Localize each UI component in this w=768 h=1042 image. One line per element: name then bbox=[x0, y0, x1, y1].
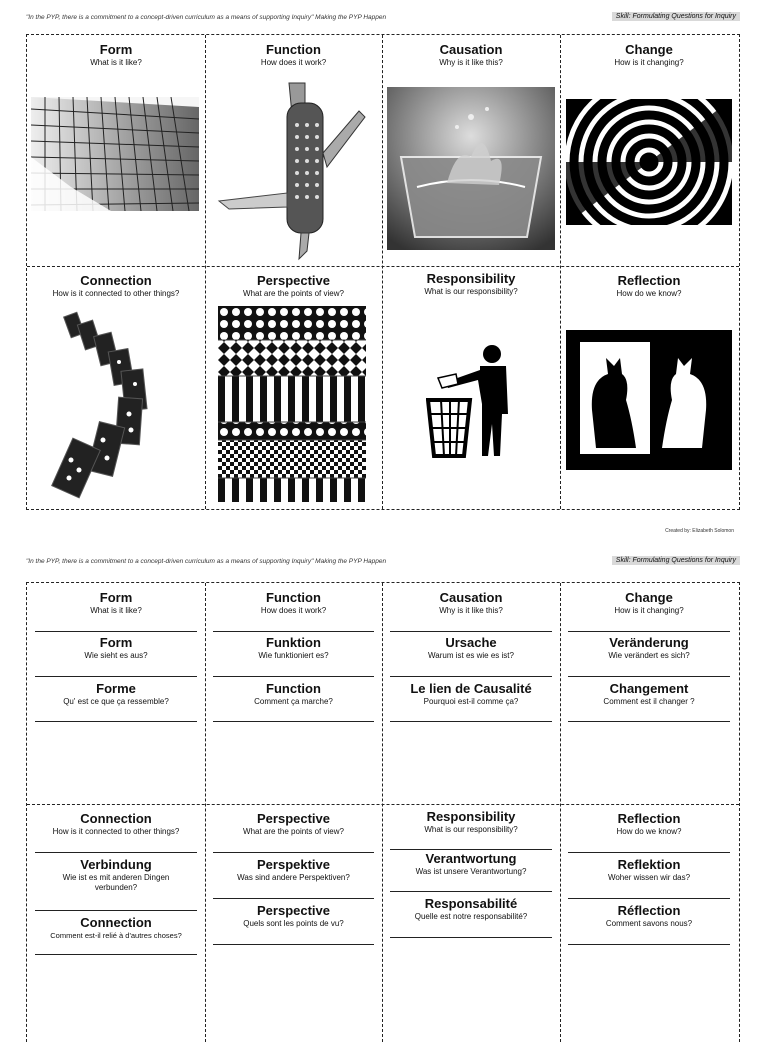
question-fr: Comment est il changer ? bbox=[603, 697, 695, 706]
question-de: Warum ist es wie es ist? bbox=[428, 651, 514, 660]
card-title: Change bbox=[625, 42, 673, 57]
card-title: Causation bbox=[439, 42, 503, 57]
question-fr: Comment savons nous? bbox=[605, 919, 693, 928]
spiral-image bbox=[566, 99, 732, 225]
question-fr: Pourquoi est-il comme ça? bbox=[423, 697, 519, 706]
card-question: What is our responsibility? bbox=[424, 287, 518, 296]
card-question: What are the points of view? bbox=[243, 289, 344, 298]
question-en: Why is it like this? bbox=[439, 606, 503, 615]
card-form bbox=[27, 35, 205, 266]
card-responsibility-multilingual bbox=[382, 804, 560, 1025]
card-title: Responsibility bbox=[426, 271, 516, 286]
header-skill: Skill: Formulating Questions for Inquiry bbox=[612, 556, 740, 565]
title-de: Verantwortung bbox=[425, 851, 517, 866]
title-de: Perspektive bbox=[257, 857, 330, 872]
title-de: Veränderung bbox=[609, 635, 689, 650]
card-title: Function bbox=[266, 42, 321, 57]
card-title: Reflection bbox=[617, 273, 681, 288]
card-question: How is it connected to other things? bbox=[52, 289, 180, 298]
card-change-multilingual bbox=[560, 583, 738, 804]
question-en: How is it changing? bbox=[614, 606, 684, 615]
sheet-2 bbox=[0, 548, 768, 1024]
question-fr: Qu' est ce que ça ressemble? bbox=[63, 697, 169, 706]
question-de: Wie sieht es aus? bbox=[84, 651, 148, 660]
title-fr: Function bbox=[266, 681, 321, 696]
title-en: Connection bbox=[80, 811, 152, 826]
title-en: Reflection bbox=[617, 811, 681, 826]
card-grid-2 bbox=[26, 582, 740, 1042]
card-grid-1 bbox=[26, 34, 740, 510]
card-title: Connection bbox=[80, 273, 152, 288]
question-de: Was ist unsere Verantwortung? bbox=[415, 867, 527, 876]
card-question: How is it changing? bbox=[614, 58, 684, 67]
question-fr: Quels sont les points de vu? bbox=[243, 919, 344, 928]
title-en: Responsibility bbox=[426, 809, 516, 824]
question-fr: Comment est-il relié à d'autres choses? bbox=[50, 931, 182, 940]
title-fr: Perspective bbox=[257, 903, 330, 918]
question-de: Woher wissen wir das? bbox=[607, 873, 691, 882]
title-fr: Changement bbox=[609, 681, 689, 696]
card-title: Form bbox=[99, 42, 133, 57]
card-form-multilingual bbox=[27, 583, 205, 804]
title-fr: Le lien de Causalité bbox=[410, 681, 532, 696]
question-en: How is it connected to other things? bbox=[52, 827, 180, 836]
question-en: What is our responsibility? bbox=[424, 825, 518, 834]
question-en: How do we know? bbox=[616, 827, 682, 836]
card-question: How do we know? bbox=[616, 289, 682, 298]
title-en: Form bbox=[99, 590, 133, 605]
card-function-multilingual bbox=[205, 583, 382, 804]
patterned-rolls-image bbox=[218, 306, 366, 502]
card-function bbox=[205, 35, 382, 266]
card-question: What is it like? bbox=[90, 58, 142, 67]
title-de: Verbindung bbox=[80, 857, 152, 872]
question-de: Was sind andere Perspektiven? bbox=[237, 873, 350, 882]
question-de: Wie verändert es sich? bbox=[608, 651, 690, 660]
credit-text: Created by: Elizabeth Solomon bbox=[665, 528, 734, 534]
card-connection bbox=[27, 266, 205, 509]
card-perspective bbox=[205, 266, 382, 509]
title-de: Form bbox=[99, 635, 133, 650]
dominoes-image bbox=[47, 310, 187, 500]
question-en: What are the points of view? bbox=[243, 827, 344, 836]
card-change bbox=[560, 35, 738, 266]
card-causation bbox=[382, 35, 560, 266]
cubes-image bbox=[31, 97, 199, 211]
question-fr: Comment ça marche? bbox=[254, 697, 333, 706]
question-fr: Quelle est notre responsabilité? bbox=[414, 912, 528, 921]
header-skill: Skill: Formulating Questions for Inquiry bbox=[612, 12, 740, 21]
card-title: Perspective bbox=[257, 273, 330, 288]
title-fr: Responsabilité bbox=[424, 896, 518, 911]
card-reflection bbox=[560, 266, 738, 509]
title-de: Funktion bbox=[266, 635, 321, 650]
cats-reflection-image bbox=[566, 330, 732, 470]
card-causation-multilingual bbox=[382, 583, 560, 804]
title-fr: Connection bbox=[80, 915, 152, 930]
title-fr: Réflection bbox=[617, 903, 681, 918]
litter-bin-icon bbox=[426, 344, 518, 462]
header-quote: "In the PYP, there is a commitment to a concept-driven curriculum as a means of supporting Inquiry" Making the PYP Happen bbox=[26, 14, 387, 21]
pocket-knife-image bbox=[209, 75, 379, 261]
title-de: Ursache bbox=[445, 635, 497, 650]
card-perspective-multilingual bbox=[205, 804, 382, 1025]
header-quote: "In the PYP, there is a commitment to a concept-driven curriculum as a means of supporting Inquiry" Making the PYP Happen bbox=[26, 558, 387, 565]
card-question: How does it work? bbox=[260, 58, 327, 67]
card-reflection-multilingual bbox=[560, 804, 738, 1025]
title-fr: Forme bbox=[96, 681, 136, 696]
title-de: Reflektion bbox=[617, 857, 681, 872]
title-en: Function bbox=[266, 590, 321, 605]
card-connection-multilingual bbox=[27, 804, 205, 1025]
question-de: Wie ist es mit anderen Dingen verbunden? bbox=[62, 873, 170, 892]
question-en: How does it work? bbox=[260, 606, 327, 615]
question-en: What is it like? bbox=[90, 606, 142, 615]
card-responsibility bbox=[382, 266, 560, 509]
question-de: Wie funktioniert es? bbox=[258, 651, 329, 660]
water-splash-image bbox=[387, 87, 555, 250]
title-en: Causation bbox=[439, 590, 503, 605]
title-en: Change bbox=[625, 590, 673, 605]
title-en: Perspective bbox=[257, 811, 330, 826]
card-question: Why is it like this? bbox=[439, 58, 503, 67]
